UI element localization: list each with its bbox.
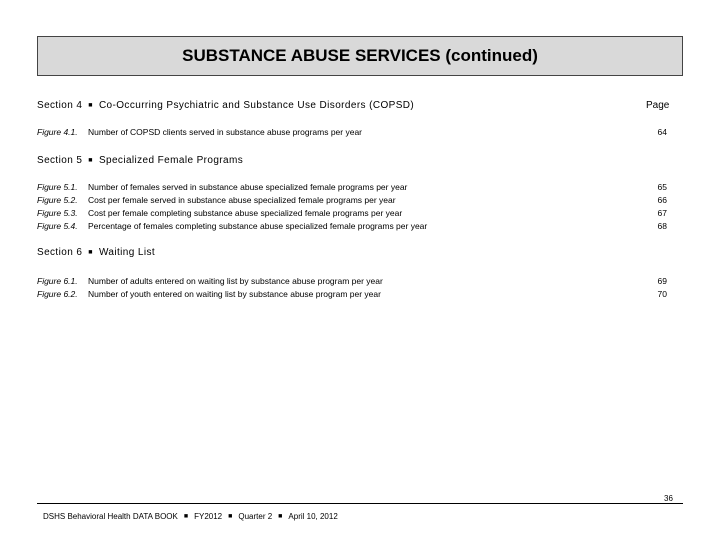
- page-title: SUBSTANCE ABUSE SERVICES (continued): [182, 46, 538, 65]
- figure-label: Figure 4.1.: [37, 127, 78, 137]
- page-column-header: Page: [646, 100, 670, 111]
- figure-row[interactable]: [37, 208, 667, 218]
- section-number: Section 5: [37, 155, 83, 166]
- section-title: Specialized Female Programs: [98, 155, 244, 166]
- figure-desc: Number of youth entered on waiting list by substance abuse program per year: [88, 289, 381, 299]
- figure-page: 69: [657, 276, 667, 286]
- figure-page: 67: [657, 208, 667, 218]
- page-number: 36: [664, 494, 673, 503]
- footer-quarter: Quarter 2: [238, 512, 273, 521]
- figure-label: Figure 5.1.: [37, 182, 78, 192]
- figure-desc: Percentage of females completing substance abuse specialized female programs per year: [88, 221, 428, 231]
- figure-desc: Cost per female served in substance abuse specialized female programs per year: [88, 195, 396, 205]
- figure-row[interactable]: [37, 221, 667, 231]
- figure-desc: Number of females served in substance abuse specialized female programs per year: [88, 182, 408, 192]
- section-number: Section 4: [37, 100, 83, 111]
- figure-label: Figure 6.2.: [37, 289, 78, 299]
- footer-fy: FY2012: [194, 512, 223, 521]
- section-heading: [37, 247, 155, 258]
- figure-label: Figure 5.3.: [37, 208, 78, 218]
- footer-date: April 10, 2012: [288, 512, 338, 521]
- bullet-icon: ■: [88, 249, 93, 256]
- bullet-icon: ■: [228, 513, 233, 520]
- bullet-icon: ■: [278, 513, 283, 520]
- figure-desc: Cost per female completing substance abuse specialized female programs per year: [88, 208, 403, 218]
- figure-label: Figure 5.4.: [37, 221, 78, 231]
- figure-desc: Number of COPSD clients served in substance abuse programs per year: [88, 127, 363, 137]
- figure-page: 68: [657, 221, 667, 231]
- figure-row[interactable]: [37, 289, 667, 299]
- figure-row[interactable]: [37, 182, 667, 192]
- section-title: Waiting List: [98, 247, 156, 258]
- page-title-box: [37, 36, 683, 76]
- bullet-icon: ■: [88, 102, 93, 109]
- bullet-icon: ■: [88, 157, 93, 164]
- figure-label: Figure 6.1.: [37, 276, 78, 286]
- section-heading: [37, 155, 243, 166]
- footer-divider: [37, 503, 683, 504]
- figure-page: 66: [657, 195, 667, 205]
- bullet-icon: ■: [183, 513, 189, 520]
- footer: [43, 512, 338, 521]
- figure-desc: Number of adults entered on waiting list by substance abuse program per year: [88, 276, 383, 286]
- figure-row[interactable]: [37, 276, 667, 286]
- section-number: Section 6: [37, 247, 83, 258]
- figure-row[interactable]: [37, 195, 667, 205]
- section-heading: [37, 100, 414, 111]
- figure-page: 65: [657, 182, 667, 192]
- figure-label: Figure 5.2.: [37, 195, 78, 205]
- figure-page: 70: [657, 289, 667, 299]
- section-title: Co-Occurring Psychiatric and Substance Use Disorders (COPSD): [98, 100, 415, 111]
- figure-row[interactable]: [37, 127, 667, 137]
- figure-page: 64: [657, 127, 667, 137]
- footer-publication: DSHS Behavioral Health DATA BOOK: [43, 512, 178, 521]
